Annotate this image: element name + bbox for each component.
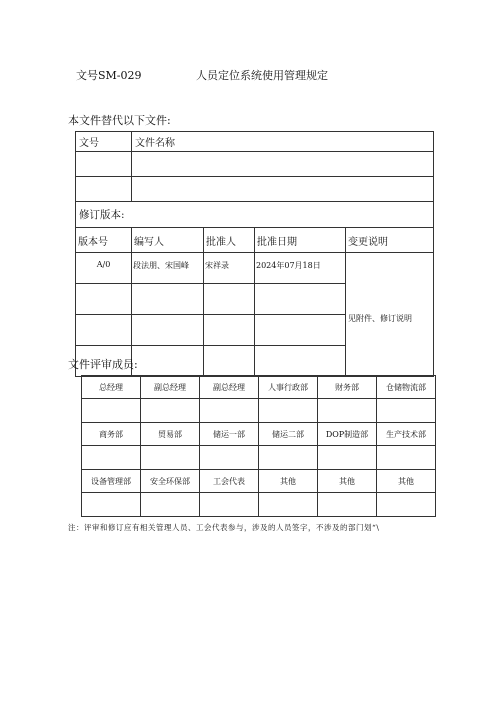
reviewer-label: 设备管理部 [82, 470, 141, 493]
document-title: 人员定位系统使用管理规定 [196, 69, 328, 82]
signature-cell [259, 399, 318, 423]
signature-cell [141, 399, 200, 423]
blank-cell [132, 315, 204, 346]
blank-cell [255, 315, 346, 346]
reviewers-title: 文件评审成员: [68, 358, 138, 371]
reviewer-label: 储运二部 [259, 423, 318, 446]
header-doc-name: 文件名称 [132, 132, 434, 152]
signature-cell [141, 493, 200, 517]
reviewer-label: 副总经理 [200, 376, 259, 399]
signature-cell [259, 493, 318, 517]
blank-cell [132, 152, 434, 177]
reviewer-label: 安全环保部 [141, 470, 200, 493]
blank-cell [132, 284, 204, 315]
reviewer-label: 仓储物流部 [377, 376, 436, 399]
blank-cell [204, 315, 255, 346]
header-doc-no: 文号 [76, 132, 132, 152]
reviewer-label: 其他 [318, 470, 377, 493]
signature-cell [259, 446, 318, 470]
col-approval-date: 批准日期 [255, 228, 346, 253]
signature-cell [82, 399, 141, 423]
reviewer-label: 其他 [259, 470, 318, 493]
blank-cell [255, 346, 346, 377]
blank-cell [76, 152, 132, 177]
signature-cell [82, 446, 141, 470]
reviewer-label: 贸易部 [141, 423, 200, 446]
signature-cell [377, 493, 436, 517]
blank-cell [255, 284, 346, 315]
reviewer-label: 生产技术部 [377, 423, 436, 446]
reviewer-label: 商务部 [82, 423, 141, 446]
signature-cell [318, 446, 377, 470]
document-info-table [75, 131, 434, 377]
col-change-description: 变更说明 [346, 228, 434, 253]
signature-cell [200, 493, 259, 517]
blank-cell [204, 284, 255, 315]
reviewer-label: 其他 [377, 470, 436, 493]
revision-date: 2024年07月18日 [255, 253, 346, 284]
reviewer-label: 总经理 [82, 376, 141, 399]
blank-cell [204, 346, 255, 377]
document-number: 文号SM-029 [76, 69, 142, 82]
reviewer-label: 储运一部 [200, 423, 259, 446]
signature-cell [318, 399, 377, 423]
replaced-files-label: 本文件替代以下文件: [68, 114, 171, 127]
reviewers-table [81, 375, 436, 517]
blank-cell [76, 315, 132, 346]
signature-cell [200, 446, 259, 470]
col-author: 编写人 [132, 228, 204, 253]
reviewer-label: 副总经理 [141, 376, 200, 399]
blank-cell [76, 177, 132, 202]
revision-version: A/0 [76, 253, 132, 284]
signature-cell [141, 446, 200, 470]
reviewer-label: 人事行政部 [259, 376, 318, 399]
reviewer-label: 工会代表 [200, 470, 259, 493]
change-note: 见附件、修订说明 [346, 253, 434, 377]
blank-cell [132, 346, 204, 377]
reviewer-label: DOP制造部 [318, 423, 377, 446]
blank-cell [132, 177, 434, 202]
revision-approver: 宋祥录 [204, 253, 255, 284]
signature-cell [377, 446, 436, 470]
signature-cell [82, 493, 141, 517]
revision-title: 修订版本: [76, 202, 434, 228]
col-version: 版本号 [76, 228, 132, 253]
revision-author: 段法朋、宋国峰 [132, 253, 204, 284]
blank-cell [76, 284, 132, 315]
signature-cell [200, 399, 259, 423]
reviewer-label: 财务部 [318, 376, 377, 399]
col-approver: 批准人 [204, 228, 255, 253]
signature-cell [318, 493, 377, 517]
footnote: 注：评审和修订应有相关管理人员、工会代表参与，涉及的人员签字，不涉及的部门划“\ [68, 523, 380, 532]
signature-cell [377, 399, 436, 423]
